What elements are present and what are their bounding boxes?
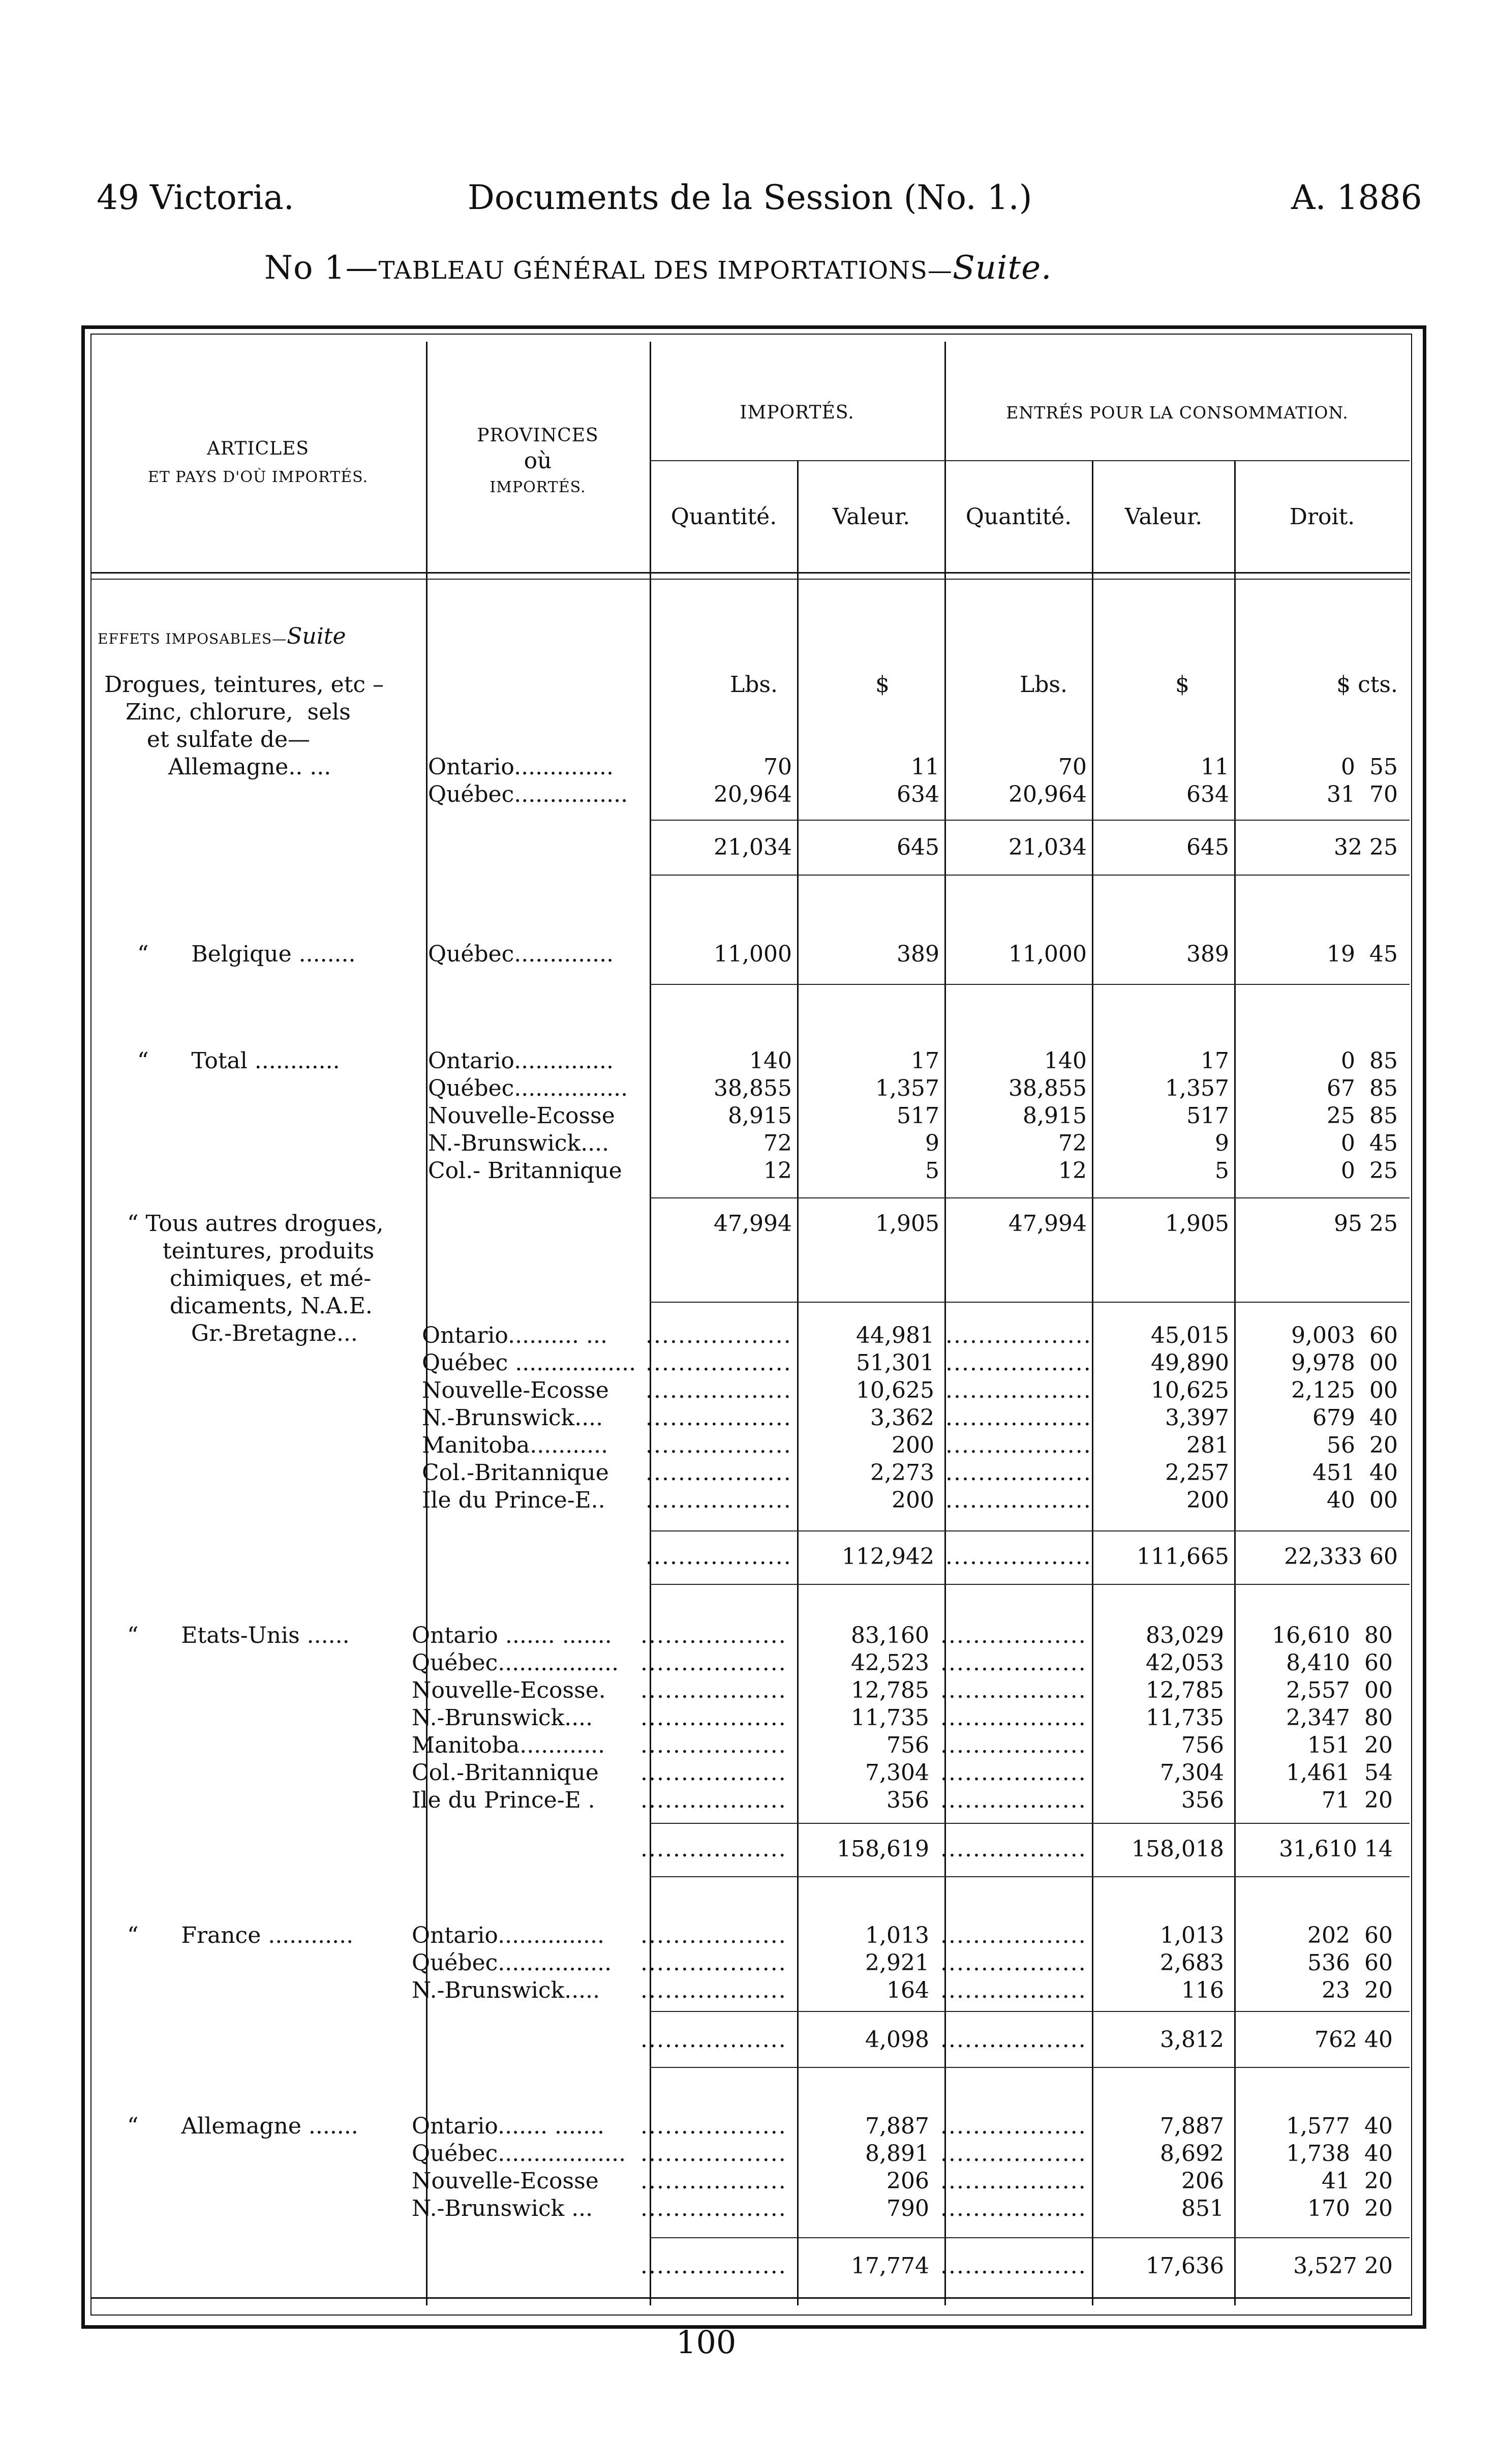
v2-total: 17 1,357 517 9 5 — [1165, 1048, 1229, 1184]
unit-v1: $ — [875, 672, 890, 698]
v2-zinc: 11 634 — [1186, 754, 1229, 807]
v2-france: 1,013 2,683 116 — [1160, 1922, 1224, 2003]
v1-allemagne: 7,887 8,891 206 790 — [865, 2113, 929, 2221]
total-v2-allemagne: 17,636 — [1146, 2253, 1224, 2279]
rule-autres-bottom — [650, 1584, 1410, 1585]
total-q2-france: .................. — [940, 2027, 1087, 2053]
total-q1-allemagne: .................. — [640, 2253, 787, 2279]
rule-france-bottom — [650, 2067, 1410, 2068]
v1-total: 17 1,357 517 9 5 — [875, 1048, 939, 1184]
page-number: 100 — [676, 2324, 737, 2361]
total-d-zinc: 32 25 — [1334, 834, 1398, 860]
rule-total-top — [650, 1197, 1410, 1198]
v2-etats-unis: 83,029 42,053 12,785 11,735 756 7,304 356 — [1146, 1622, 1224, 1813]
title-main: TABLEAU GÉNÉRAL DES IMPORTATIONS— — [378, 256, 953, 285]
col-quantite-2: Quantité. — [965, 504, 1072, 530]
d-belgique: 19 45 — [1327, 941, 1398, 967]
provinces-france: Ontario............... Québec................ N.-Brunswick..... — [412, 1922, 612, 2003]
q2-france: .................. .................. .................. — [940, 1922, 1087, 2003]
q1-autres: .................. .................. .................. .................. .................. .................. .................. — [646, 1323, 792, 1513]
total-v1-total: 1,905 — [875, 1211, 939, 1237]
total-v1-autres: 112,942 — [842, 1544, 934, 1570]
total-v2-autres: 111,665 — [1137, 1544, 1229, 1570]
v2-allemagne: 7,887 8,692 206 851 — [1160, 2113, 1224, 2221]
total-v1-zinc: 645 — [897, 834, 939, 860]
rule-belgique — [650, 984, 1410, 985]
rule-header-bottom-2 — [90, 579, 1410, 580]
rule-autres-mid — [650, 1530, 1410, 1531]
v1-france: 1,013 2,921 164 — [865, 1922, 929, 2003]
q1-zinc: 70 20,964 — [714, 754, 792, 807]
rule-france-top — [650, 2011, 1410, 2012]
q1-total: 140 38,855 8,915 72 12 — [714, 1048, 792, 1184]
article-france: “ France ............ — [127, 1922, 354, 1948]
header-left: 49 Victoria. — [97, 178, 294, 217]
col-provinces-1: PROVINCES — [477, 425, 599, 446]
total-q1-total: 47,994 — [714, 1211, 792, 1237]
rule-bottom — [90, 2297, 1410, 2299]
header-center: Documents de la Session (No. 1.) — [468, 178, 1032, 217]
unit-q2: Lbs. — [1020, 672, 1067, 698]
unit-q1: Lbs. — [730, 672, 778, 698]
d-allemagne: 1,577 40 1,738 40 41 20 170 20 — [1286, 2113, 1393, 2221]
q2-total: 140 38,855 8,915 72 12 — [1008, 1048, 1087, 1184]
total-d-total: 95 25 — [1334, 1211, 1398, 1237]
rule-zinc-top — [650, 820, 1410, 821]
total-d-etats-unis: 31,610 14 — [1279, 1836, 1393, 1862]
v1-belgique: 389 — [897, 941, 939, 967]
col-quantite: Quantité. — [670, 504, 777, 530]
total-v2-france: 3,812 — [1160, 2027, 1224, 2053]
q2-allemagne: .................. .................. .................. .................. — [940, 2113, 1087, 2221]
col-provinces-2: où — [524, 448, 552, 474]
rule-etats-unis-top — [650, 1823, 1410, 1824]
q2-zinc: 70 20,964 — [1008, 754, 1087, 807]
q1-allemagne: .................. .................. .................. .................. — [640, 2113, 787, 2221]
unit-v2: $ — [1175, 672, 1189, 698]
total-v1-etats-unis: 158,619 — [837, 1836, 929, 1862]
v2-autres: 45,015 49,890 10,625 3,397 281 2,257 200 — [1151, 1323, 1229, 1513]
article-zinc: Drogues, teintures, etc – Zinc, chlorure, sels et sulfate de— Allemagne.. ... — [104, 672, 384, 780]
total-q2-autres: .................. — [945, 1544, 1092, 1570]
col-provinces-3: IMPORTÉS. — [490, 478, 586, 496]
q2-autres: .................. .................. .................. .................. .................. .................. .................. — [945, 1323, 1092, 1513]
col-droit: Droit. — [1289, 504, 1355, 530]
unit-d: $ cts. — [1336, 672, 1398, 698]
col-valeur-2: Valeur. — [1124, 504, 1203, 530]
col-articles-1: ARTICLES — [206, 438, 310, 459]
q2-etats-unis: .................. .................. .................. .................. .................. .................. .................. — [940, 1622, 1087, 1813]
v1-etats-unis: 83,160 42,523 12,785 11,735 756 7,304 356 — [851, 1622, 929, 1813]
provinces-total: Ontario.............. Québec................ Nouvelle-Ecosse N.-Brunswick.... Col.- Britannique — [428, 1048, 628, 1184]
section-label: EFFETS IMPOSABLES—Suite — [98, 623, 346, 649]
rule-allemagne-top — [650, 2237, 1410, 2238]
article-total: “ Total ............ — [137, 1048, 340, 1074]
rule-autres-top — [650, 1302, 1410, 1303]
d-autres: 9,003 60 9,978 00 2,125 00 679 40 56 20 451 40 40 00 — [1291, 1323, 1398, 1513]
v1-zinc: 11 634 — [897, 754, 939, 807]
provinces-allemagne: Ontario....... ....... Québec.................. Nouvelle-Ecosse N.-Brunswick ... — [412, 2113, 626, 2221]
v1-autres: 44,981 51,301 10,625 3,362 200 2,273 200 — [856, 1323, 934, 1513]
total-q2-etats-unis: .................. — [940, 1836, 1087, 1862]
article-autres: “ Tous autres drogues, teintures, produits chimiques, et mé- dicaments, N.A.E. Gr.-Bretagne... — [127, 1211, 384, 1346]
provinces-autres: Ontario.......... ... Québec ................. Nouvelle-Ecosse N.-Brunswick.... Manitoba........... Col.-Britannique Ile du Prince-E.. — [422, 1323, 636, 1513]
total-v2-total: 1,905 — [1165, 1211, 1229, 1237]
header-right: A. 1886 — [1291, 178, 1422, 217]
col-valeur: Valeur. — [832, 504, 910, 530]
q2-belgique: 11,000 — [1008, 941, 1087, 967]
col-articles-2: ET PAYS D'OÙ IMPORTÉS. — [147, 468, 369, 486]
provinces-etats-unis: Ontario ....... ....... Québec................. Nouvelle-Ecosse. N.-Brunswick.... Manitoba............ Col.-Britannique Ile du Prince-E . — [412, 1622, 619, 1813]
col-entres: ENTRÉS POUR LA CONSOMMATION. — [1006, 403, 1349, 423]
rule-subheader — [650, 460, 1410, 461]
total-d-france: 762 40 — [1314, 2027, 1393, 2053]
total-q1-france: .................. — [640, 2027, 787, 2053]
d-france: 202 60 536 60 23 20 — [1307, 1922, 1393, 2003]
title-suite: Suite. — [952, 249, 1052, 287]
provinces-belgique: Québec.............. — [428, 941, 614, 967]
article-etats-unis: “ Etats-Unis ...... — [127, 1622, 350, 1648]
col-importes: IMPORTÉS. — [740, 402, 854, 423]
total-q2-allemagne: .................. — [940, 2253, 1087, 2279]
title-number: No 1— — [264, 249, 379, 287]
total-v2-zinc: 645 — [1186, 834, 1229, 860]
q1-france: .................. .................. .................. — [640, 1922, 787, 2003]
d-etats-unis: 16,610 80 8,410 60 2,557 00 2,347 80 151 20 1,461 54 71 20 — [1272, 1622, 1393, 1813]
total-d-allemagne: 3,527 20 — [1293, 2253, 1393, 2279]
provinces-zinc: Ontario.............. Québec................ — [428, 754, 628, 807]
total-q2-total: 47,994 — [1008, 1211, 1087, 1237]
q1-etats-unis: .................. .................. .................. .................. .................. .................. .................. — [640, 1622, 787, 1813]
total-q2-zinc: 21,034 — [1008, 834, 1087, 860]
total-d-autres: 22,333 60 — [1284, 1544, 1398, 1570]
rule-header-bottom — [90, 572, 1410, 574]
total-q1-etats-unis: .................. — [640, 1836, 787, 1862]
article-belgique: “ Belgique ........ — [137, 941, 356, 967]
article-allemagne: “ Allemagne ....... — [127, 2113, 358, 2139]
total-v1-allemagne: 17,774 — [851, 2253, 929, 2279]
total-q1-zinc: 21,034 — [714, 834, 792, 860]
q1-belgique: 11,000 — [714, 941, 792, 967]
table-title — [264, 249, 1052, 287]
rule-zinc-bottom — [650, 875, 1410, 876]
d-total: 0 85 67 85 25 85 0 45 0 25 — [1327, 1048, 1398, 1184]
total-v1-france: 4,098 — [865, 2027, 929, 2053]
total-v2-etats-unis: 158,018 — [1132, 1836, 1224, 1862]
total-q1-autres: .................. — [646, 1544, 792, 1570]
rule-etats-unis-bottom — [650, 1876, 1410, 1877]
v2-belgique: 389 — [1186, 941, 1229, 967]
d-zinc: 0 55 31 70 — [1327, 754, 1398, 807]
